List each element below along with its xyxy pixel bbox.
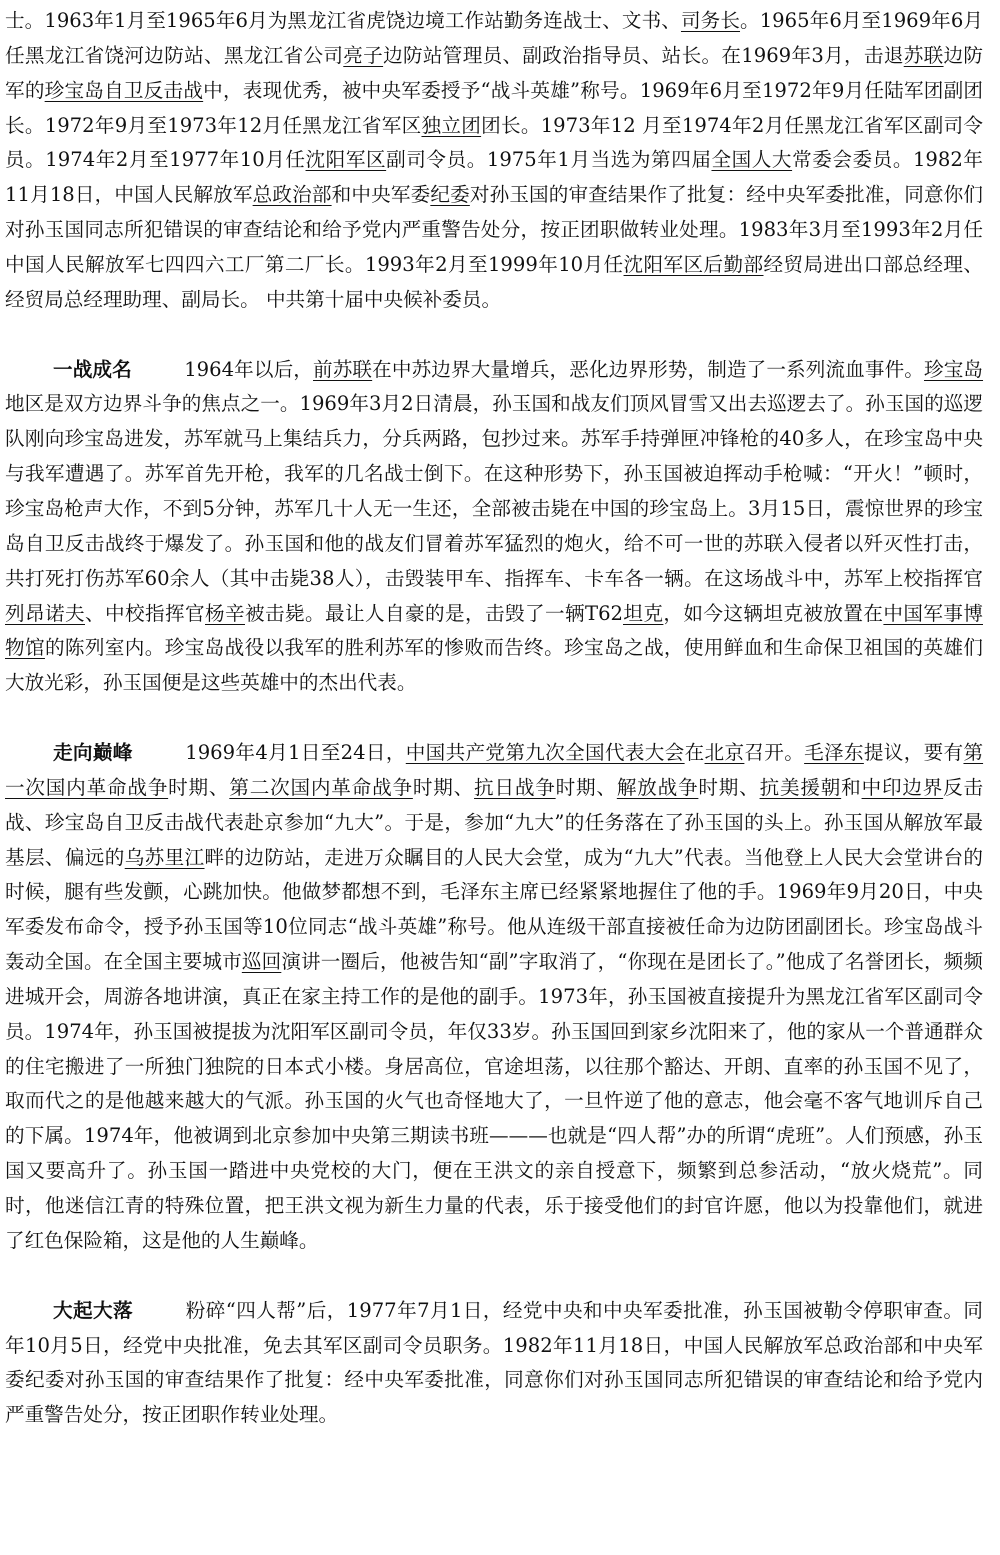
body-text: 边防站管理员、副政治指导员、站长。在1969年3月，击退	[383, 43, 904, 67]
body-text: 和中央军委	[331, 183, 431, 207]
paragraph-gap	[5, 1259, 983, 1294]
hyperlink[interactable]: 坦克	[623, 601, 664, 625]
hyperlink[interactable]: 司务长	[680, 9, 741, 32]
document-body	[5, 4, 983, 1433]
body-text: 、中校指挥官	[85, 601, 205, 625]
body-text: 团长。1973年12 月至1974年2月任黑龙江省军区副司令员。1974年2月至1977年10月任	[5, 113, 983, 172]
hyperlink[interactable]: 中印边界	[861, 775, 944, 799]
body-text: 常委会委员。1982年11月18日，中国人民解放军	[5, 148, 983, 207]
body-text: 时期、	[555, 775, 617, 799]
hyperlink[interactable]: 第二次国内革命战争	[229, 775, 413, 799]
hyperlink[interactable]: 中国共产党第九次全国代表大会	[405, 741, 685, 765]
hyperlink[interactable]: 全国人大	[711, 148, 793, 172]
hyperlink[interactable]: 后勤部	[703, 252, 764, 276]
body-text: 粉碎“四人帮”后，1977年7月1日，经党中央和中央军委批准，孙玉国被勒令停职审查。同年10月5日，经党中央批准，免去其军区副司令员职务。1982年11月18日，中国人民解放军总政治部和中央军委纪委对孙玉国的审查结果作了批复：经中央军委批准，同意你们对孙玉国同志所犯错误的审查结论和给予党内严重警告处分，按正团职作转业处理。	[5, 1298, 983, 1427]
hyperlink[interactable]: 第一次国内革命战争	[5, 741, 984, 799]
paragraph-career	[5, 4, 983, 318]
hyperlink[interactable]: 中国军事博物馆	[5, 601, 983, 660]
hyperlink[interactable]: 纪委	[430, 183, 470, 207]
hyperlink[interactable]: 抗日战争	[474, 775, 556, 799]
body-text: 召开。	[744, 741, 805, 765]
hyperlink[interactable]: 乌苏里江	[124, 845, 205, 869]
body-text: 和	[841, 775, 862, 799]
body-text: 1964年以后，	[184, 357, 314, 381]
hyperlink[interactable]: 毛泽东	[804, 741, 864, 765]
body-text: 时期、	[412, 775, 475, 799]
body-text: 地区是双方边界斗争的焦点之一。1969年3月2日清晨，孙玉国和战友们顶风冒雪又出去巡逻去了。孙玉国的巡逻队刚向珍宝岛进发，苏军就马上集结兵力，分兵两路，包抄过来。苏军手持弹匣冲锋枪的40多人，在珍宝岛中央与我军遭遇了。苏军首先开枪，我军的几名战士倒下。在这种形势下，孙玉国被迫挥动手枪喊：“开火！”顿时，珍宝岛枪声大作，不到5分钟，苏军几十人无一生还，全部被击毙在中国的珍宝岛上。3月15日，震惊世界的珍宝岛自卫反击战终于爆发了。孙玉国和他的战友们冒着苏军猛烈的炮火，给不可一世的苏联入侵者以歼灭性打击，共打死打伤苏军60余人（其中击毙38人），击毁装甲车、指挥车、卡车各一辆。在这场战斗中，苏军上校指挥官	[5, 392, 983, 590]
hyperlink[interactable]: 北京	[704, 741, 745, 765]
body-text: 的陈列室内。珍宝岛战役以我军的胜利苏军的惨败而告终。珍宝岛之战，使用鲜血和生命保卫祖国的英雄们大放光彩，孙玉国便是这些英雄中的杰出代表。	[5, 636, 984, 695]
body-text: ，如今这辆坦克被放置在	[663, 601, 884, 625]
body-text: 。1965年6月至1969年6月任黑龙江省饶河边防站、黑龙江省公司	[5, 9, 983, 67]
body-text: 经贸局进出口部总经理、经贸局总经理助理、副局长。 中共第十届中央候补委员。	[5, 252, 983, 311]
body-text: 在中苏边界大量增兵，恶化边界形势，制造了一系列流血事件。	[372, 357, 925, 381]
body-text: 边防军的	[5, 43, 984, 102]
hyperlink[interactable]: 抗美援朝	[759, 775, 842, 799]
body-text: 士。1963年1月至1965年6月为黑龙江省虎饶边境工作站勤务连战士、文书、	[5, 9, 681, 32]
body-text: 提议，要有	[863, 741, 964, 765]
hyperlink[interactable]: 前苏联	[313, 357, 373, 381]
body-text: 1969年4月1日至24日，	[185, 741, 406, 765]
hyperlink[interactable]: 苏联	[903, 43, 944, 67]
hyperlink[interactable]: 珍宝岛自卫反击战	[44, 78, 204, 102]
hyperlink[interactable]: 解放战争	[616, 775, 699, 799]
section-heading: 大起大落	[53, 1298, 134, 1322]
hyperlink[interactable]: 沈阳军区	[623, 252, 704, 276]
section-heading: 一战成名	[53, 357, 132, 381]
paragraph-gap	[5, 318, 983, 353]
hyperlink[interactable]: 沈阳军区	[305, 148, 387, 172]
body-text: 反击战、珍宝岛自卫反击战代表赴京参加“九大”。于是，参加“九大”的任务落在了孙玉国的头上。孙玉国从解放军最基层、偏远的	[5, 775, 984, 869]
body-text: 时期、	[168, 775, 230, 799]
section-heading: 走向巅峰	[53, 741, 133, 765]
body-text: 时期、	[698, 775, 760, 799]
hyperlink[interactable]: 珍宝岛	[924, 357, 984, 381]
body-text: 演讲一圈后，他被告知“副”字取消了，“你现在是团长了。”他成了名誉团长，频频进城开会，周游各地讲演，真正在家主持工作的是他的副手。1973年，孙玉国被直接提升为黑龙江省军区副司令员。1974年，孙玉国被提拔为沈阳军区副司令员，年仅33岁。孙玉国回到家乡沈阳来了，他的家从一个普通群众的住宅搬进了一所独门独院的日本式小楼。身居高位，官途坦荡，以往那个豁达、开朗、直率的孙玉国不见了，取而代之的是他越来越大的气派。孙玉国的火气也奇怪地大了，一旦忤逆了他的意志，他会毫不客气地训斥自己的下属。1974年，他被调到北京参加中央第三期读书班———也就是“四人帮”办的所谓“虎班”。人们预感，孙玉国又要高升了。孙玉国一踏进中央党校的大门，便在王洪文的亲自授意下，频繁到总参活动，“放火烧荒”。同时，他迷信江青的特殊位置，把王洪文视为新生力量的代表，乐于接受他们的封官许愿，他以为投靠他们，就进了红色保险箱，这是他的人生巅峰。	[5, 950, 984, 1252]
hyperlink[interactable]: 独立团	[421, 113, 482, 137]
hyperlink[interactable]: 杨辛	[205, 601, 245, 625]
hyperlink[interactable]: 巡回	[241, 950, 282, 974]
paragraph-rise-and-fall	[5, 1294, 983, 1433]
hyperlink[interactable]: 亮子	[343, 43, 384, 67]
body-text: 中，表现优秀，被中央军委授予“战斗英雄”称号。1969年6月至1972年9月任陆军团副团长。1972年9月至1973年12月任黑龙江省军区	[5, 78, 984, 137]
paragraph-peak	[5, 736, 983, 1259]
body-text: 对孙玉国的审查结果作了批复：经中央军委批准，同意你们对孙玉国同志所犯错误的审查结论和给予党内严重警告处分，按正团职做转业处理。1983年3月至1993年2月任中国人民解放军七四四六工厂第二厂长。1993年2月至1999年10月任	[5, 183, 984, 276]
body-text: 被击毙。最让人自豪的是，击毁了一辆T62	[245, 601, 623, 625]
hyperlink[interactable]: 列昂诺夫	[5, 601, 85, 625]
paragraph-first-battle	[5, 353, 983, 701]
body-text: 畔的边防站，走进万众瞩目的人民大会堂，成为“九大”代表。当他登上人民大会堂讲台的时候，腿有些发颤，心跳加快。他做梦都想不到，毛泽东主席已经紧紧地握住了他的手。1969年9月20日，中央军委发布命令，授予孙玉国等10位同志“战斗英雄”称号。他从连级干部直接被任命为边防团副团长。珍宝岛战斗轰动全国。在全国主要城市	[5, 845, 984, 974]
hyperlink[interactable]: 总政治部	[252, 183, 332, 207]
body-text: 在	[684, 741, 705, 765]
body-text: 副司令员。1975年1月当选为第四届	[386, 148, 712, 172]
paragraph-gap	[5, 701, 983, 736]
